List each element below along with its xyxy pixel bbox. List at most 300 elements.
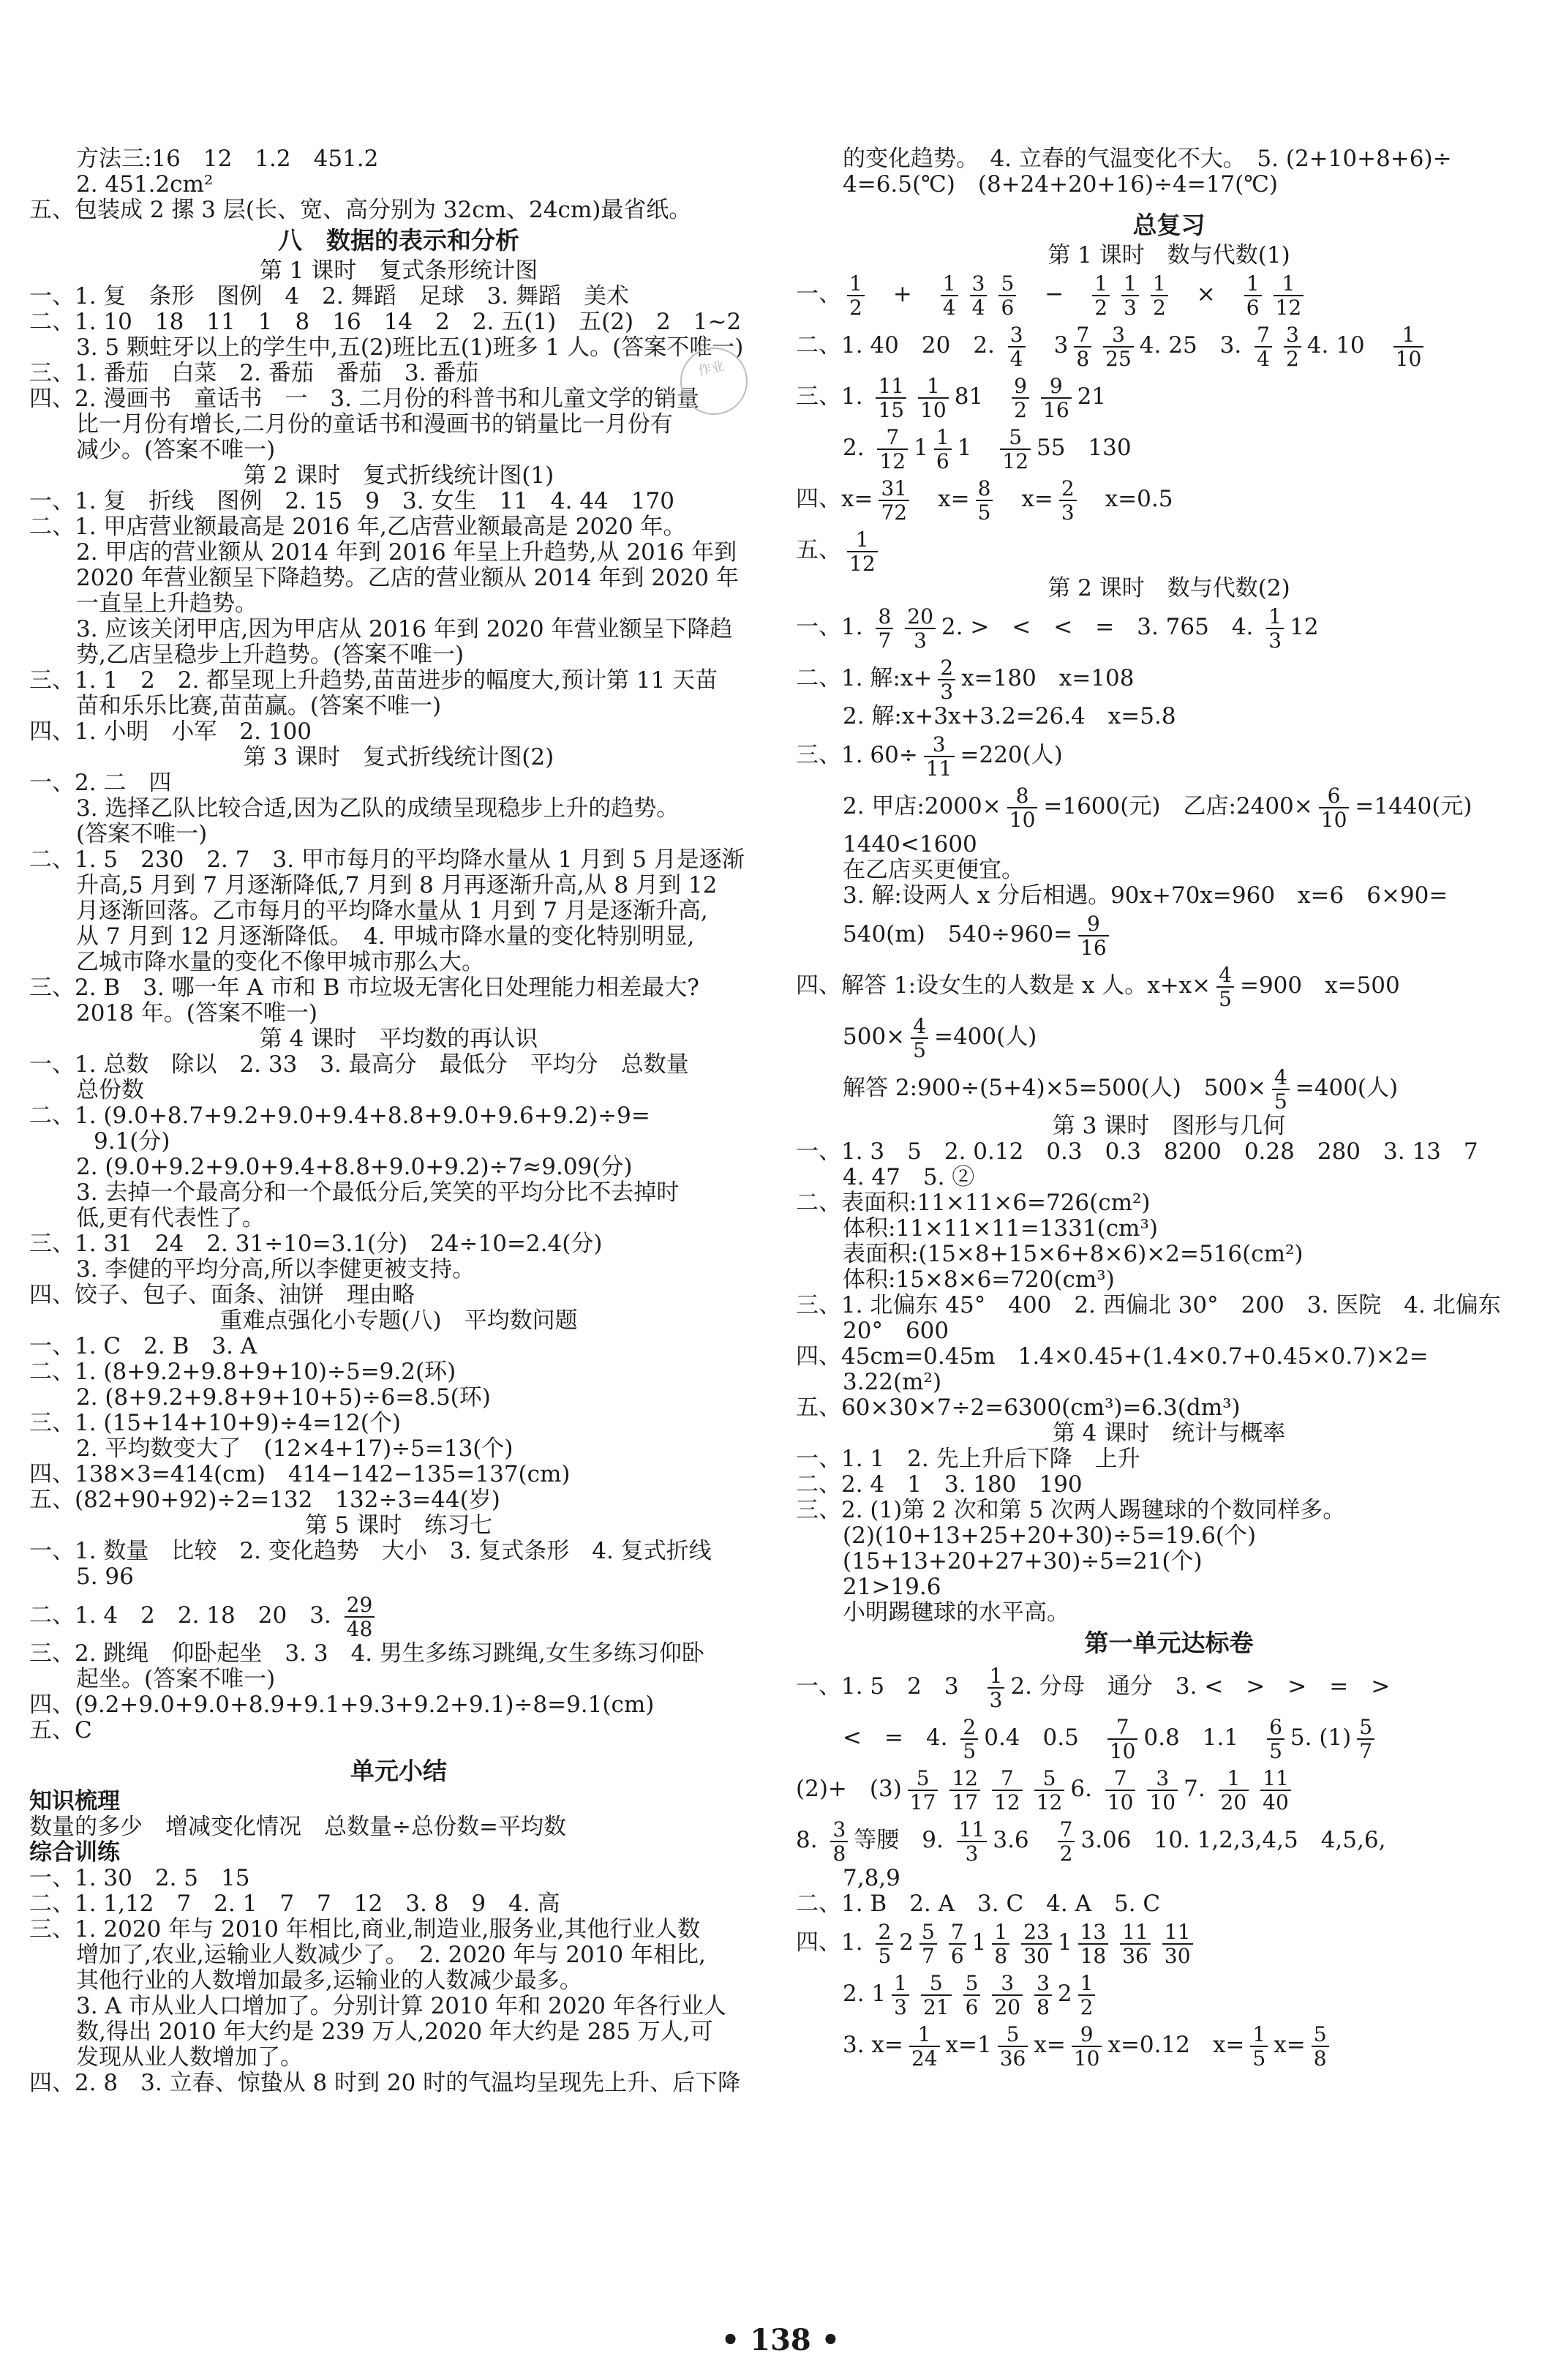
answer-line: 二、1. 5 230 2. 7 3. 甲市每月的平均降水量从 1 月到 5 月是逐渐 bbox=[29, 846, 745, 873]
answer-line: 三、1. 1 2 2. 都呈现上升趋势,苗苗进步的幅度大,预计第 11 天苗 bbox=[29, 667, 718, 694]
fraction bbox=[1274, 272, 1304, 319]
fraction-numerator: 31 bbox=[879, 477, 909, 501]
answer-line: (2)(10+13+25+20+30)÷5=19.6(个) bbox=[843, 1523, 1257, 1549]
fraction bbox=[1074, 323, 1091, 370]
fraction-denominator: 6 bbox=[1246, 295, 1260, 320]
math-answer-line bbox=[796, 653, 1542, 704]
answer-line: 20° 600 bbox=[843, 1318, 949, 1344]
fraction bbox=[992, 1767, 1023, 1814]
fraction-numerator: 9 bbox=[1072, 2023, 1102, 2047]
math-text: − bbox=[1022, 281, 1087, 307]
math-answer-line bbox=[796, 909, 1542, 960]
fraction bbox=[911, 1015, 928, 1062]
math-text: 21 bbox=[1077, 383, 1107, 410]
fraction bbox=[1393, 323, 1424, 370]
page-number: • 138 • bbox=[721, 2323, 840, 2357]
math-text: 二、1. 解:x+ bbox=[796, 665, 933, 691]
fraction bbox=[905, 605, 936, 652]
fraction-denominator: 20 bbox=[1220, 1790, 1247, 1814]
fraction-numerator: 7 bbox=[1105, 1767, 1136, 1791]
math-text: 三、1. bbox=[796, 383, 870, 410]
fraction-denominator: 2 bbox=[1152, 295, 1166, 320]
answer-line: 7,8,9 bbox=[843, 1865, 900, 1891]
answer-line: 三、1. 31 24 2. 31÷10=3.1(分) 24÷10=2.4(分) bbox=[29, 1231, 603, 1257]
math-text: 500× bbox=[843, 1024, 906, 1050]
fraction-numerator: 2 bbox=[960, 1716, 978, 1740]
fraction-denominator: 40 bbox=[1263, 1790, 1289, 1814]
answer-line: 一直呈上升趋势。 bbox=[76, 590, 257, 617]
fraction-denominator: 8 bbox=[994, 1943, 1008, 1968]
fraction-denominator: 12 bbox=[1275, 295, 1302, 320]
fraction-numerator: 1 bbox=[909, 2023, 940, 2047]
fraction-denominator: 5 bbox=[977, 500, 991, 525]
fraction bbox=[1078, 1972, 1096, 2019]
math-text: 6. bbox=[1070, 1776, 1099, 1802]
math-text: 2. 分母 通分 3. < > > = > bbox=[1010, 1673, 1391, 1700]
fraction-numerator: 1 bbox=[1393, 323, 1424, 348]
fraction bbox=[1103, 323, 1134, 370]
answer-line: 3. 解:设两人 x 分后相遇。90x+70x=960 x=6 6×90= bbox=[843, 882, 1448, 909]
right-answer-column bbox=[796, 146, 1542, 2071]
fraction-denominator: 8 bbox=[1076, 346, 1090, 371]
fraction-numerator: 3 bbox=[970, 272, 988, 296]
answer-line: 二、1. (9.0+8.7+9.2+9.0+9.4+8.8+9.0+9.6+9.2)÷9= bbox=[29, 1103, 650, 1129]
math-text: =400(人) bbox=[933, 1024, 1037, 1050]
fraction-numerator: 3 bbox=[1034, 1972, 1052, 1996]
fraction-denominator: 8 bbox=[1313, 2046, 1327, 2071]
fraction-numerator: 1 bbox=[1219, 1767, 1249, 1791]
math-text: 3 bbox=[1031, 332, 1069, 358]
math-text: x= bbox=[1274, 2032, 1306, 2058]
answer-line: 起坐。(答案不唯一) bbox=[76, 1666, 276, 1692]
fraction-numerator: 5 bbox=[1000, 426, 1031, 450]
fraction-numerator: 11 bbox=[957, 1818, 988, 1842]
fraction-denominator: 3 bbox=[989, 1687, 1003, 1712]
answer-line: 的变化趋势。 4. 立春的气温变化不大。 5. (2+10+8+6)÷ bbox=[843, 146, 1452, 172]
math-answer-line bbox=[796, 781, 1542, 832]
fraction-numerator: 1 bbox=[988, 1664, 1005, 1689]
fraction-denominator: 2 bbox=[1094, 295, 1108, 320]
lesson-title: 第 5 课时 练习七 bbox=[304, 1512, 493, 1539]
section-title: 八 数据的表示和分析 bbox=[278, 226, 519, 255]
answer-line: 二、2. 4 1 3. 180 190 bbox=[796, 1471, 1083, 1498]
fraction bbox=[1255, 323, 1272, 370]
lesson-title: 第 3 课时 图形与几何 bbox=[1052, 1113, 1286, 1139]
fraction bbox=[921, 1972, 952, 2019]
fraction bbox=[909, 2023, 940, 2070]
math-answer-line bbox=[796, 601, 1542, 653]
answer-line: 发现从业人数增加了。 bbox=[76, 2044, 303, 2071]
fraction-numerator: 7 bbox=[877, 426, 908, 450]
answer-line: 21>19.6 bbox=[843, 1574, 941, 1600]
answer-line: 四、45cm=0.45m 1.4×0.45+(1.4×0.7+0.45×0.7)×2= bbox=[796, 1343, 1429, 1370]
fraction-numerator: 2 bbox=[1059, 477, 1077, 501]
lesson-title: 重难点强化小专题(八) 平均数问题 bbox=[219, 1307, 578, 1334]
answer-line: 一、1. 1 2. 先上升后下降 上升 bbox=[796, 1446, 1140, 1472]
math-answer-line bbox=[796, 320, 1542, 371]
fraction bbox=[918, 375, 949, 421]
answer-line: 五、(82+90+92)÷2=132 132÷3=44(岁) bbox=[29, 1487, 500, 1513]
fraction-denominator: 10 bbox=[1009, 807, 1036, 832]
fraction bbox=[1007, 784, 1038, 831]
fraction-numerator: 4 bbox=[1272, 1066, 1290, 1090]
fraction-numerator: 5 bbox=[1034, 1767, 1065, 1791]
fraction bbox=[960, 1716, 978, 1763]
answer-line: 二、1. (8+9.2+9.8+9+10)÷5=9.2(环) bbox=[29, 1359, 456, 1385]
fraction-numerator: 4 bbox=[911, 1015, 928, 1039]
fraction-numerator: 9 bbox=[1078, 912, 1109, 936]
fraction-denominator: 4 bbox=[1257, 346, 1270, 371]
math-text: 5. (1) bbox=[1290, 1724, 1352, 1751]
fraction-numerator: 1 bbox=[918, 375, 949, 399]
fraction-numerator: 3 bbox=[992, 1972, 1023, 1996]
fraction-denominator: 5 bbox=[913, 1037, 926, 1062]
spacer bbox=[796, 198, 1542, 208]
fraction-numerator: 5 bbox=[1357, 1716, 1374, 1740]
fraction bbox=[1072, 2023, 1102, 2070]
answer-line: 3. 5 颗蛀牙以上的学生中,五(2)班比五(1)班多 1 人。(答案不唯一) bbox=[76, 334, 744, 361]
math-text: (2)+ (3) bbox=[796, 1776, 902, 1802]
answer-line: 2. (8+9.2+9.8+9+10+5)÷6=8.5(环) bbox=[76, 1384, 491, 1411]
section-title: 总复习 bbox=[1132, 211, 1205, 239]
fraction-numerator: 4 bbox=[1216, 964, 1234, 988]
fraction-numerator: 9 bbox=[1012, 375, 1029, 399]
answer-line: 从 7 月到 12 月逐渐降低。 4. 甲城市降水量的变化特别明显, bbox=[76, 923, 695, 950]
fraction-denominator: 2 bbox=[1014, 397, 1027, 422]
fraction bbox=[1058, 1818, 1075, 1865]
answer-line: 二、1. B 2. A 3. C 4. A 5. C bbox=[796, 1891, 1161, 1917]
fraction-numerator: 7 bbox=[949, 1921, 966, 1945]
answer-line: 2018 年。(答案不唯一) bbox=[76, 1000, 317, 1026]
math-text: × bbox=[1173, 281, 1238, 307]
fraction bbox=[1319, 784, 1350, 831]
math-text: =1600(元) 乙店:2400× bbox=[1043, 793, 1313, 819]
fraction bbox=[1107, 1716, 1138, 1763]
fraction-numerator: 1 bbox=[892, 1972, 909, 1996]
answer-line: 在乙店买更便宜。 bbox=[843, 857, 1024, 883]
fraction bbox=[924, 733, 955, 780]
answer-line: 5. 96 bbox=[76, 1563, 134, 1590]
answer-line: 总份数 bbox=[76, 1077, 144, 1103]
math-text: 3. x= bbox=[843, 2032, 903, 2058]
math-text: =220(人) bbox=[960, 742, 1063, 768]
fraction bbox=[1266, 605, 1284, 652]
answer-line: 4. 47 5. ② bbox=[843, 1164, 975, 1190]
fraction bbox=[998, 2023, 1028, 2070]
fraction-denominator: 15 bbox=[878, 397, 905, 422]
fraction bbox=[1092, 272, 1110, 319]
homework-stamp: 作业 bbox=[674, 341, 753, 421]
answer-line: 二、1. 10 18 11 1 8 16 14 2 2. 五(1) 五(2) 2 1~2 bbox=[29, 309, 742, 335]
math-answer-line bbox=[796, 2019, 1542, 2071]
fraction-denominator: 12 bbox=[1036, 1790, 1063, 1814]
fraction-denominator: 3 bbox=[1061, 500, 1075, 525]
subsection-heading: 知识梳理 bbox=[29, 1788, 120, 1814]
fraction bbox=[1059, 477, 1077, 524]
fraction bbox=[1250, 2023, 1268, 2070]
answer-line: 一、1. 3 5 2. 0.12 0.3 0.3 8200 0.28 280 3. 13 7 bbox=[796, 1138, 1478, 1165]
fraction-denominator: 6 bbox=[950, 1943, 964, 1968]
answer-line: 升高,5 月到 7 月逐渐降低,7 月到 8 月再逐渐升高,从 8 月到 12 bbox=[76, 872, 718, 898]
fraction bbox=[1008, 323, 1026, 370]
answer-line: 2. 解:x+3x+3.2=26.4 x=5.8 bbox=[843, 703, 1176, 729]
answer-line: 一、1. C 2. B 3. A bbox=[29, 1333, 257, 1359]
fraction-denominator: 2 bbox=[1059, 1841, 1073, 1866]
answer-line: 9.1(分) bbox=[94, 1128, 170, 1155]
fraction-denominator: 10 bbox=[1320, 807, 1347, 832]
answer-line: 五、60×30×7÷2=6300(cm³)=6.3(dm³) bbox=[796, 1394, 1241, 1421]
fraction bbox=[998, 272, 1016, 319]
fraction-denominator: 17 bbox=[952, 1790, 979, 1814]
fraction-numerator: 7 bbox=[1255, 323, 1272, 348]
fraction-numerator: 12 bbox=[949, 1767, 980, 1791]
math-text: 55 130 bbox=[1037, 435, 1132, 461]
fraction bbox=[1357, 1716, 1374, 1763]
math-answer-line bbox=[796, 1062, 1542, 1114]
fraction bbox=[876, 375, 906, 421]
fraction-denominator: 2 bbox=[1285, 346, 1299, 371]
fraction-numerator: 29 bbox=[345, 1593, 375, 1618]
fraction bbox=[1216, 964, 1234, 1010]
math-answer-line bbox=[796, 525, 1542, 576]
fraction-numerator: 2 bbox=[876, 1921, 893, 1945]
answer-line: 其他行业的人数增加最多,运输业的人数减少最多。 bbox=[76, 1967, 582, 1994]
fraction-numerator: 1 bbox=[992, 1921, 1009, 1945]
fraction-numerator: 3 bbox=[1103, 323, 1134, 348]
fraction-denominator: 2 bbox=[849, 295, 862, 320]
math-text: 五、 bbox=[796, 537, 841, 563]
subsection-heading: 综合训练 bbox=[29, 1839, 120, 1866]
fraction-numerator: 1 bbox=[934, 426, 952, 450]
fraction-numerator: 1 bbox=[1151, 272, 1168, 296]
fraction-numerator: 7 bbox=[1107, 1716, 1138, 1740]
fraction bbox=[919, 1921, 937, 1967]
answer-line: (15+13+20+27+30)÷5=21(个) bbox=[843, 1548, 1203, 1574]
fraction-numerator: 13 bbox=[1078, 1921, 1109, 1945]
answer-line: 小明踢毽球的水平高。 bbox=[843, 1599, 1069, 1626]
math-text: =1440(元) bbox=[1355, 793, 1472, 819]
fraction-denominator: 7 bbox=[1359, 1738, 1373, 1763]
answer-line: 三、2. (1)第 2 次和第 5 次两人踢毽球的个数同样多。 bbox=[796, 1497, 1346, 1523]
math-text: x= bbox=[998, 486, 1053, 512]
answer-line: 数,得出 2010 年大约是 239 万人,2020 年大约是 285 万人,可 bbox=[76, 2019, 713, 2045]
math-answer-line bbox=[796, 473, 1542, 525]
fraction-denominator: 5 bbox=[1269, 1738, 1282, 1763]
fraction bbox=[1034, 1767, 1065, 1814]
fraction bbox=[876, 1921, 893, 1967]
math-text: 二、1. 40 20 2. bbox=[796, 332, 1002, 358]
fraction-denominator: 5 bbox=[963, 1738, 977, 1763]
fraction-denominator: 5 bbox=[1274, 1089, 1287, 1114]
fraction bbox=[1121, 272, 1139, 319]
fraction-numerator: 9 bbox=[1041, 375, 1072, 399]
fraction bbox=[1105, 1767, 1136, 1814]
answer-line: 二、1. 1,12 7 2. 1 7 7 12 3. 8 9 4. 高 bbox=[29, 1891, 560, 1917]
fraction bbox=[970, 272, 988, 319]
answer-line: 四、2. 漫画书 童话书 一 3. 二月份的科普书和儿童文学的销量 bbox=[29, 386, 699, 412]
fraction-numerator: 1 bbox=[847, 272, 865, 296]
spacer bbox=[29, 1743, 768, 1754]
fraction-numerator: 1 bbox=[1274, 272, 1304, 296]
fraction bbox=[934, 426, 952, 473]
answer-line: 四、2. 8 3. 立春、惊蛰从 8 时到 20 时的气温均呈现先上升、后下降 bbox=[29, 2070, 741, 2096]
fraction-denominator: 3 bbox=[1268, 628, 1282, 653]
math-text: 四、解答 1:设女生的人数是 x 人。x+x× bbox=[796, 972, 1211, 999]
fraction-numerator: 5 bbox=[908, 1767, 939, 1791]
answer-line: 一、1. 30 2. 5 15 bbox=[29, 1865, 250, 1891]
answer-line: 体积:15×8×6=720(cm³) bbox=[843, 1266, 1115, 1293]
answer-line: 比一月份有增长,二月份的童话书和漫画书的销量比一月份有 bbox=[76, 411, 673, 438]
answer-line: 1440<1600 bbox=[843, 831, 977, 857]
answer-line: 四、138×3=414(cm) 414−142−135=137(cm) bbox=[29, 1461, 571, 1487]
fraction-numerator: 3 bbox=[924, 733, 955, 757]
fraction-denominator: 10 bbox=[1109, 1738, 1136, 1763]
math-text: x=1 bbox=[945, 2032, 992, 2058]
fraction-denominator: 11 bbox=[925, 756, 952, 781]
math-text: 3.06 10. 1,2,3,4,5 4,5,6, bbox=[1080, 1827, 1386, 1853]
lesson-title: 第 2 课时 复式折线统计图(1) bbox=[243, 462, 554, 489]
fraction bbox=[1151, 272, 1168, 319]
fraction-denominator: 3 bbox=[940, 679, 954, 704]
fraction-denominator: 4 bbox=[971, 295, 985, 320]
answer-line: 3.22(m²) bbox=[843, 1369, 942, 1395]
answer-line: 四、1. 小明 小军 2. 100 bbox=[29, 718, 312, 745]
fraction-denominator: 4 bbox=[1009, 346, 1023, 371]
math-answer-line bbox=[796, 729, 1542, 781]
fraction-numerator: 8 bbox=[1007, 784, 1038, 808]
answer-line: 一、1. 总数 除以 2. 33 3. 最高分 最低分 平均分 总数量 bbox=[29, 1051, 689, 1078]
math-text: 三、1. 60÷ bbox=[796, 742, 918, 768]
fraction bbox=[941, 272, 958, 319]
fraction bbox=[1272, 1066, 1290, 1113]
answer-line: 三、1. 番茄 白菜 2. 番茄 番茄 3. 番茄 bbox=[29, 360, 479, 386]
fraction bbox=[1312, 2023, 1329, 2070]
fraction-denominator: 16 bbox=[1043, 397, 1069, 422]
fraction-numerator: 6 bbox=[1319, 784, 1350, 808]
fraction bbox=[1041, 375, 1072, 421]
fraction-numerator: 3 bbox=[830, 1818, 848, 1842]
fraction-numerator: 5 bbox=[963, 1972, 981, 1996]
answer-line: 低,更有代表性了。 bbox=[76, 1205, 265, 1231]
math-answer-line bbox=[796, 422, 1542, 473]
fraction bbox=[949, 1767, 980, 1814]
fraction-numerator: 1 bbox=[1244, 272, 1262, 296]
math-text: x=180 x=108 bbox=[961, 665, 1135, 691]
fraction bbox=[1267, 1716, 1284, 1763]
answer-line: 一、1. 数量 比较 2. 变化趋势 大小 3. 复式条形 4. 复式折线 bbox=[29, 1538, 712, 1564]
fraction-denominator: 25 bbox=[1105, 346, 1132, 371]
fraction bbox=[847, 272, 865, 319]
answer-line: 苗和乐乐比赛,苗苗赢。(答案不唯一) bbox=[76, 693, 442, 719]
fraction bbox=[877, 426, 908, 473]
answer-line: 二、表面积:11×11×6=726(cm²) bbox=[796, 1190, 1151, 1216]
fraction-denominator: 5 bbox=[878, 1943, 892, 1968]
math-answer-line bbox=[796, 371, 1542, 422]
fraction-denominator: 5 bbox=[1219, 986, 1232, 1011]
fraction-denominator: 10 bbox=[1149, 1790, 1176, 1814]
fraction-denominator: 8 bbox=[832, 1841, 846, 1866]
fraction-denominator: 6 bbox=[936, 448, 949, 473]
math-text: 7. bbox=[1184, 1776, 1213, 1802]
math-text: 二、1. 4 2 2. 18 20 3. bbox=[29, 1602, 339, 1629]
math-text: 2 bbox=[899, 1929, 914, 1956]
fraction bbox=[892, 1972, 909, 2019]
fraction-numerator: 6 bbox=[1267, 1716, 1284, 1740]
answer-line: 三、1. 2020 年与 2010 年相比,商业,制造业,服务业,其他行业人数 bbox=[29, 1916, 701, 1942]
fraction-denominator: 30 bbox=[1023, 1943, 1050, 1968]
math-text: 4. 10 bbox=[1306, 332, 1388, 358]
fraction bbox=[1078, 1921, 1109, 1967]
fraction-numerator: 1 bbox=[847, 528, 878, 552]
fraction bbox=[1120, 1921, 1151, 1967]
fraction-numerator: 8 bbox=[876, 605, 893, 629]
fraction bbox=[908, 1767, 939, 1814]
fraction-denominator: 20 bbox=[994, 1994, 1021, 2019]
fraction bbox=[963, 1972, 981, 2019]
fraction-numerator: 20 bbox=[905, 605, 936, 629]
fraction-numerator: 7 bbox=[1058, 1818, 1075, 1842]
math-answer-line bbox=[796, 1763, 1542, 1814]
math-text: x= bbox=[1034, 2032, 1066, 2058]
lesson-title: 第 4 课时 统计与概率 bbox=[1052, 1420, 1286, 1446]
fraction-denominator: 3 bbox=[965, 1841, 979, 1866]
fraction bbox=[876, 605, 893, 652]
fraction-denominator: 3 bbox=[1124, 295, 1137, 320]
fraction bbox=[1219, 1767, 1249, 1814]
math-answer-line bbox=[796, 269, 1542, 320]
answer-line: 数量的多少 增减变化情况 总数量÷总份数=平均数 bbox=[29, 1814, 566, 1840]
fraction-numerator: 5 bbox=[921, 1972, 952, 1996]
answer-line: 三、2. B 3. 哪一年 A 市和 B 市垃圾无害化日处理能力相差最大? bbox=[29, 975, 699, 1001]
fraction-denominator: 3 bbox=[914, 628, 927, 653]
fraction-denominator: 21 bbox=[922, 1994, 949, 2019]
fraction-denominator: 12 bbox=[849, 551, 876, 576]
math-text: 解答 2:900÷(5+4)×5=500(人) 500× bbox=[843, 1075, 1266, 1101]
fraction-numerator: 11 bbox=[1120, 1921, 1151, 1945]
fraction bbox=[1147, 1767, 1178, 1814]
math-text: 四、x= bbox=[796, 486, 873, 512]
fraction-numerator: 11 bbox=[876, 375, 906, 399]
fraction-denominator: 12 bbox=[879, 448, 906, 473]
lesson-title: 第 2 课时 数与代数(2) bbox=[1047, 575, 1290, 601]
fraction bbox=[847, 528, 878, 575]
fraction-denominator: 7 bbox=[922, 1943, 935, 1968]
math-text: 4. 25 3. bbox=[1139, 332, 1249, 358]
math-text: =900 x=500 bbox=[1239, 972, 1400, 999]
fraction-denominator: 12 bbox=[994, 1790, 1020, 1814]
lesson-title: 第 4 课时 平均数的再认识 bbox=[259, 1026, 538, 1052]
fraction-denominator: 6 bbox=[965, 1994, 979, 2019]
math-answer-line bbox=[796, 960, 1542, 1011]
fraction bbox=[976, 477, 993, 524]
math-text: 1 bbox=[957, 435, 995, 461]
fraction bbox=[1244, 272, 1262, 319]
answer-line: 方法三:16 12 1.2 451.2 bbox=[76, 146, 379, 172]
math-text: x=0.5 bbox=[1082, 486, 1173, 512]
fraction-denominator: 10 bbox=[1395, 346, 1422, 371]
fraction-numerator: 1 bbox=[1092, 272, 1110, 296]
fraction-numerator: 23 bbox=[1021, 1921, 1052, 1945]
fraction-numerator: 5 bbox=[1312, 2023, 1329, 2047]
fraction-numerator: 7 bbox=[992, 1767, 1023, 1791]
answer-line: 体积:11×11×11=1331(cm³) bbox=[843, 1215, 1158, 1242]
math-text: 2. 甲店:2000× bbox=[843, 793, 1001, 819]
fraction-denominator: 3 bbox=[894, 1994, 907, 2019]
fraction bbox=[938, 656, 955, 703]
fraction-denominator: 4 bbox=[942, 295, 956, 320]
fraction bbox=[1260, 1767, 1291, 1814]
answer-line: 一、1. 复 条形 图例 4 2. 舞蹈 足球 3. 舞蹈 美术 bbox=[29, 283, 630, 309]
